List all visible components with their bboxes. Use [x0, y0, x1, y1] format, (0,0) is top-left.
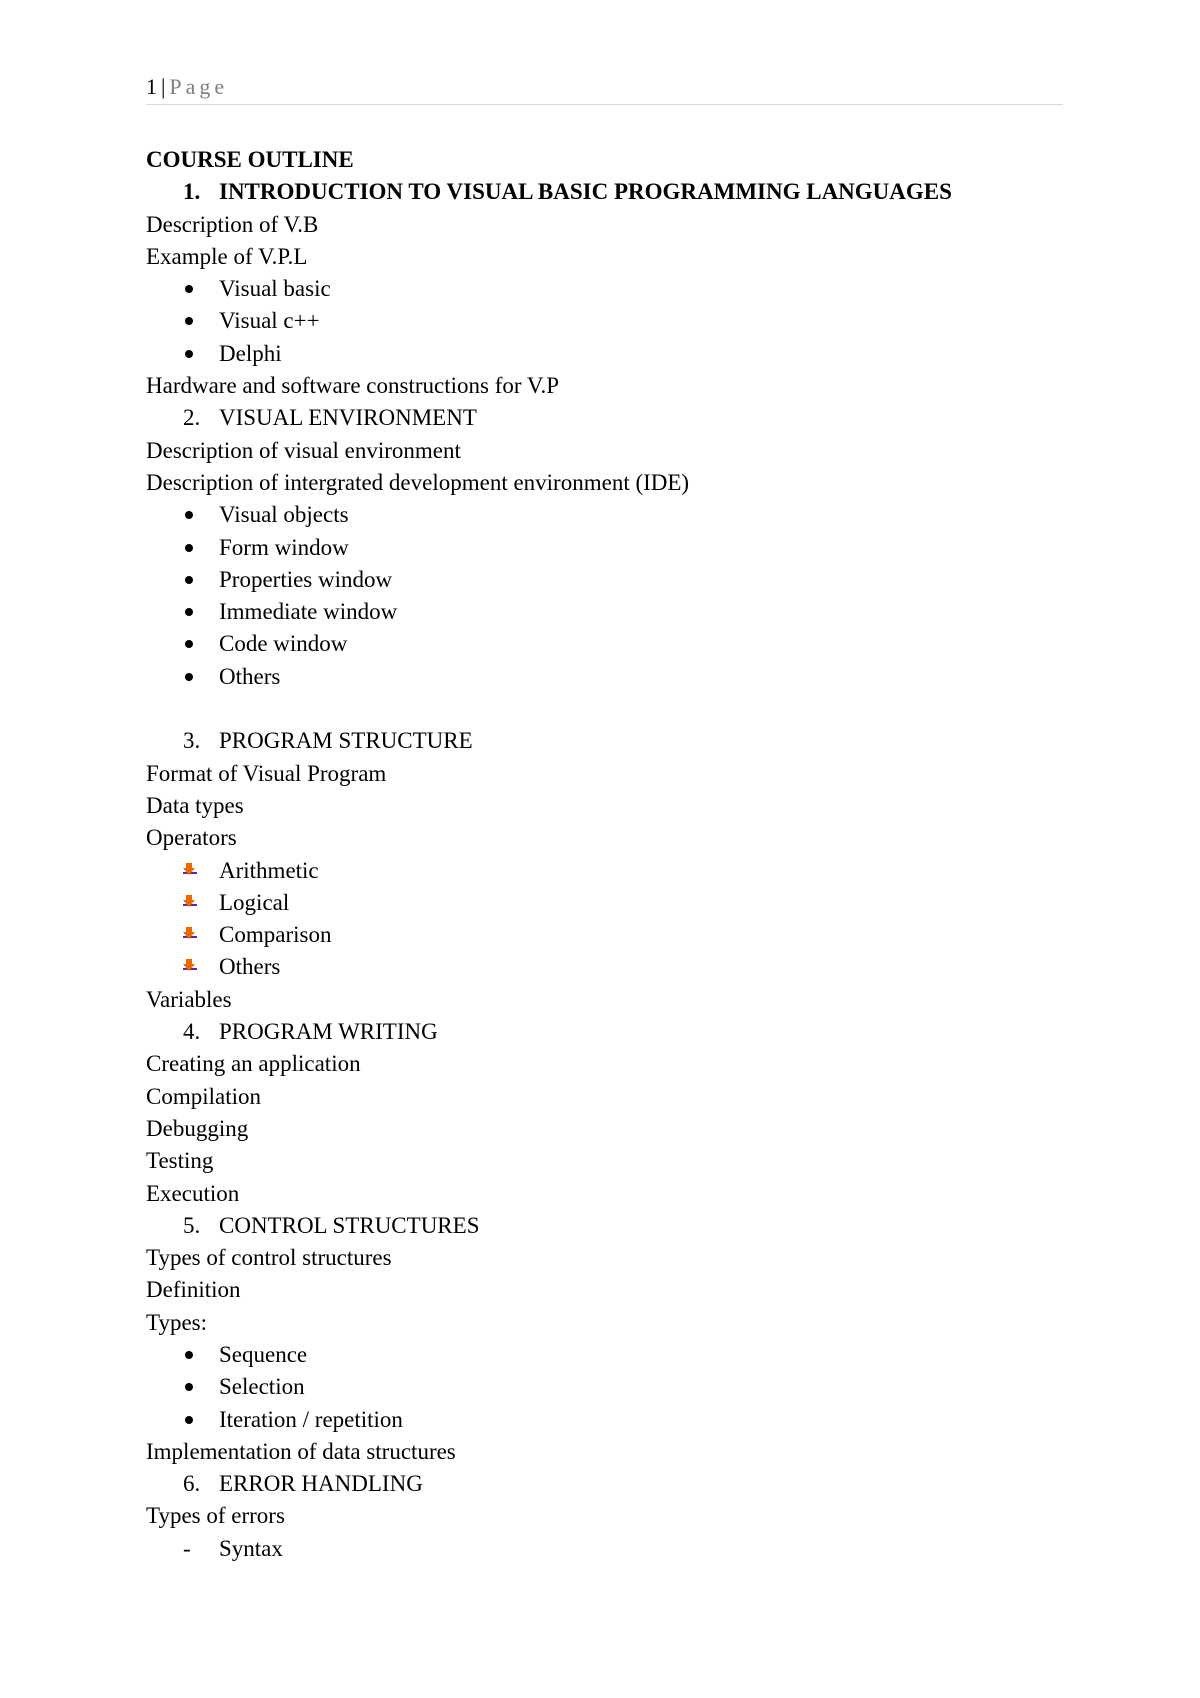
- text-line: Execution: [146, 1180, 240, 1206]
- bullet-item: [146, 628, 1086, 660]
- text-line: Creating an application: [146, 1051, 361, 1077]
- section-heading-1: [146, 176, 1086, 208]
- section-number: 6.: [183, 1471, 201, 1497]
- page-number: 1: [146, 74, 157, 99]
- down-arrow-bullet-icon: [183, 959, 201, 975]
- section-heading-3: [146, 725, 1086, 757]
- section-heading-text: INTRODUCTION TO VISUAL BASIC PROGRAMMING LANGUAGES: [219, 179, 952, 205]
- text-line: Compilation: [146, 1083, 261, 1109]
- arrow-bullet-text: Logical: [219, 889, 290, 915]
- bullet-dot-icon: [185, 673, 193, 681]
- bullet-dot-icon: [185, 1351, 193, 1359]
- bullet-item-text: Code window: [219, 631, 348, 657]
- text-line: Example of V.P.L: [146, 243, 308, 269]
- arrow-bullet-text: Comparison: [219, 922, 332, 948]
- bullet-dot-icon: [185, 317, 193, 325]
- text-line: Debugging: [146, 1115, 249, 1141]
- bullet-item: [146, 1404, 1086, 1436]
- section-number: 5.: [183, 1212, 201, 1238]
- bullet-item-text: Iteration / repetition: [219, 1406, 403, 1432]
- bullet-item: [146, 661, 1086, 693]
- page-header: [146, 72, 1063, 105]
- text-line: Data types: [146, 792, 244, 818]
- bullet-item: [146, 273, 1086, 305]
- blank-line: [146, 693, 1086, 725]
- section-heading-text: PROGRAM STRUCTURE: [219, 728, 473, 754]
- bullet-item-text: Visual basic: [219, 276, 331, 302]
- bullet-item: [146, 1371, 1086, 1403]
- bullet-item: [146, 596, 1086, 628]
- bullet-dot-icon: [185, 350, 193, 358]
- section-number: 4.: [183, 1019, 201, 1045]
- arrow-bullet-item: [146, 887, 1086, 919]
- bullet-item: [146, 1339, 1086, 1371]
- bullet-dot-icon: [185, 511, 193, 519]
- text-line: Implementation of data structures: [146, 1438, 456, 1464]
- bullet-item: [146, 338, 1086, 370]
- section-heading-6: [146, 1468, 1086, 1500]
- bullet-dot-icon: [185, 1416, 193, 1424]
- dash-item: [146, 1533, 1086, 1565]
- text-line: Variables: [146, 986, 232, 1012]
- bullet-dot-icon: [185, 608, 193, 616]
- text-line: Definition: [146, 1277, 241, 1303]
- bullet-item: [146, 532, 1086, 564]
- arrow-bullet-text: Others: [219, 954, 281, 980]
- dash-marker: -: [183, 1535, 191, 1561]
- document-title: COURSE OUTLINE: [146, 147, 354, 172]
- section-heading-4: [146, 1016, 1086, 1048]
- text-line: Description of intergrated development environment (IDE): [146, 469, 690, 495]
- course-outline-document: [146, 144, 1086, 1565]
- bullet-item: [146, 499, 1086, 531]
- text-line: Operators: [146, 825, 237, 851]
- down-arrow-bullet-icon: [183, 863, 201, 879]
- arrow-bullet-item: [146, 855, 1086, 887]
- bullet-item: [146, 305, 1086, 337]
- bullet-item-text: Visual objects: [219, 502, 349, 528]
- bullet-dot-icon: [185, 285, 193, 293]
- bullet-item-text: Delphi: [219, 340, 282, 366]
- bullet-item-text: Form window: [219, 534, 349, 560]
- dash-item-text: Syntax: [219, 1535, 283, 1561]
- down-arrow-bullet-icon: [183, 895, 201, 911]
- section-heading-text: VISUAL ENVIRONMENT: [219, 405, 477, 431]
- text-line: Description of V.B: [146, 211, 319, 237]
- arrow-bullet-item: [146, 951, 1086, 983]
- section-number: 1.: [183, 179, 201, 205]
- down-arrow-bullet-icon: [183, 927, 201, 943]
- section-heading-text: ERROR HANDLING: [219, 1471, 423, 1497]
- text-line: Types of errors: [146, 1503, 285, 1529]
- bullet-item-text: Sequence: [219, 1341, 308, 1367]
- bullet-dot-icon: [185, 544, 193, 552]
- bullet-item: [146, 564, 1086, 596]
- section-number: 3.: [183, 728, 201, 754]
- text-line: Format of Visual Program: [146, 760, 387, 786]
- section-heading-5: [146, 1210, 1086, 1242]
- bullet-dot-icon: [185, 576, 193, 584]
- text-line: Types:: [146, 1309, 207, 1335]
- bullet-dot-icon: [185, 640, 193, 648]
- section-heading-text: CONTROL STRUCTURES: [219, 1212, 480, 1238]
- text-line: Testing: [146, 1148, 214, 1174]
- bullet-dot-icon: [185, 1383, 193, 1391]
- text-line: Types of control structures: [146, 1245, 392, 1271]
- bullet-item-text: Selection: [219, 1374, 305, 1400]
- bullet-item-text: Others: [219, 663, 281, 689]
- section-heading-2: [146, 402, 1086, 434]
- bullet-item-text: Properties window: [219, 566, 393, 592]
- page-separator: |: [161, 74, 166, 99]
- section-number: 2.: [183, 405, 201, 431]
- page-word: Page: [169, 74, 229, 99]
- arrow-bullet-item: [146, 919, 1086, 951]
- text-line: Hardware and software constructions for V.P: [146, 373, 560, 399]
- bullet-item-text: Immediate window: [219, 599, 398, 625]
- arrow-bullet-text: Arithmetic: [219, 857, 319, 883]
- bullet-item-text: Visual c++: [219, 308, 320, 334]
- text-line: Description of visual environment: [146, 437, 461, 463]
- section-heading-text: PROGRAM WRITING: [219, 1019, 438, 1045]
